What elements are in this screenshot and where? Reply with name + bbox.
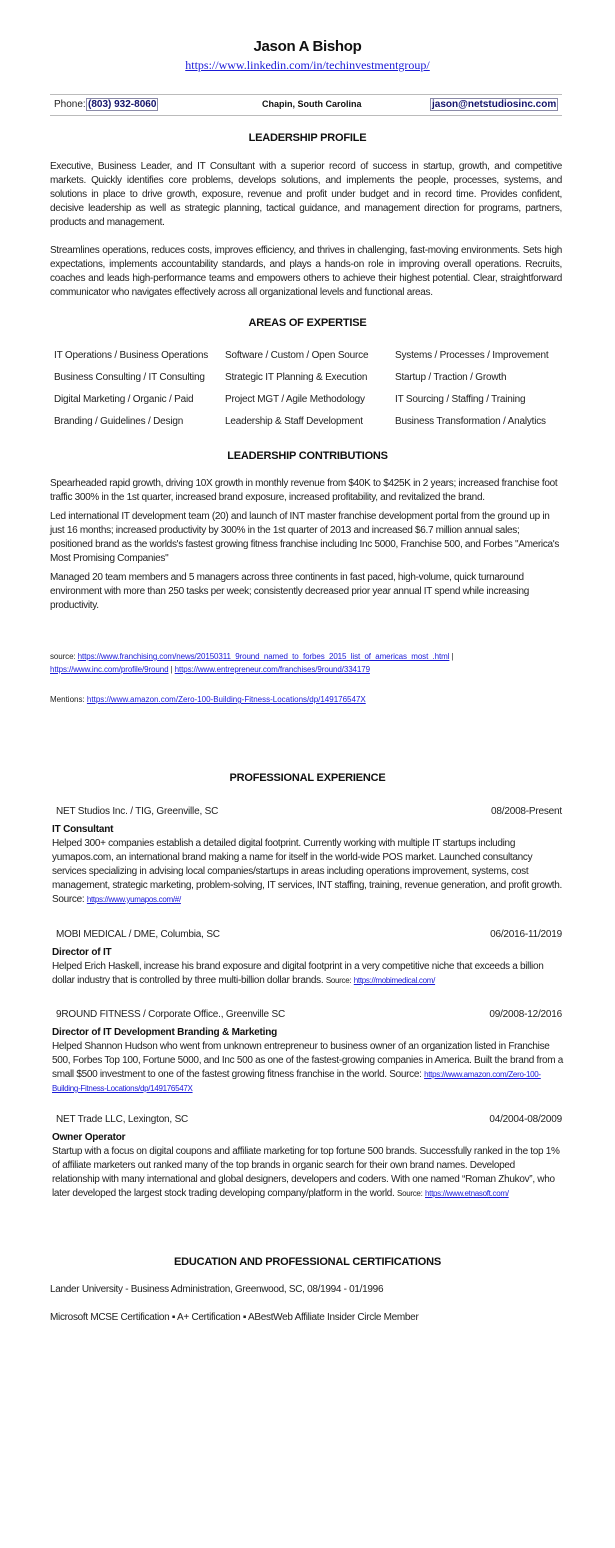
expertise-item: IT Sourcing / Staffing / Training (395, 394, 526, 405)
section-title-contributions: LEADERSHIP CONTRIBUTIONS (227, 450, 388, 462)
job-source-link[interactable]: https://www.etnasoft.com/ (425, 1189, 509, 1198)
mentions (50, 693, 562, 706)
expertise-item: Business Transformation / Analytics (395, 416, 546, 427)
section-title-expertise: AREAS OF EXPERTISE (248, 317, 367, 329)
job-entry (52, 806, 564, 907)
section-title-experience: PROFESSIONAL EXPERIENCE (229, 772, 386, 784)
profile-paragraph: Streamlines operations, reduces costs, improves efficiency, and thrives in challenging, fast-moving environments. Sets high expectations, implements accountability standards, and plays a hands-on role in improving overall operations. Recruits, coaches and leads high-performance teams and empowers others to achieve their highest potential. Clear, straightforward communicator who navigates effectively across all organizational levels and functional areas. (50, 245, 562, 298)
location: Chapin, South Carolina (262, 99, 362, 109)
expertise-item: Project MGT / Agile Methodology (225, 394, 365, 405)
source-label: Source: (389, 1069, 422, 1080)
phone-number[interactable]: (803) 932-8060 (88, 99, 157, 110)
job-dates: 09/2008-12/2016 (489, 1009, 562, 1020)
job-dates: 04/2004-08/2009 (489, 1114, 562, 1125)
expertise-item: Business Consulting / IT Consulting (54, 372, 205, 383)
section-title-education: EDUCATION AND PROFESSIONAL CERTIFICATIONS (173, 1256, 441, 1268)
source-label: Source: (52, 894, 85, 905)
contribution-item: Led international IT development team (20) and launch of INT master franchise development portal from the ground up in just 16 months; increased productivity by 300% in the 1st quarter of 2013 and increased $6.7 million annual sales; positioned brand as the worlds's fastest growing fitness franchise including Inc 5000, Franchise 500, and Forbes "America's Most Promising Companies" (50, 511, 560, 564)
job-entry (52, 1114, 564, 1201)
phone-label: Phone: (54, 99, 86, 110)
candidate-name: Jason A Bishop (253, 38, 362, 55)
source-link[interactable]: https://www.inc.com/profile/9round (50, 665, 169, 674)
contact-bar (50, 94, 562, 116)
job-role: IT Consultant (52, 824, 114, 835)
email-link[interactable]: jason@netstudiosinc.com (432, 99, 557, 110)
job-entry (52, 1009, 564, 1096)
source-label: source: (50, 652, 76, 661)
expertise-item: Startup / Traction / Growth (395, 372, 507, 383)
expertise-item: Software / Custom / Open Source (225, 350, 369, 361)
contribution-item: Managed 20 team members and 5 managers across three continents in fast paced, high-volume, quick turnaround environment with more than 250 tasks per week; consistently decreased prior year annual IT spend while increasing productivity. (50, 572, 529, 611)
source-label: Source: (397, 1189, 423, 1198)
section-title-profile: LEADERSHIP PROFILE (248, 132, 367, 144)
job-role: Director of IT Development Branding & Marketing (52, 1027, 278, 1038)
contribution-sources: source: https://www.franchising.com/news/20150311_9round_named_to_forbes_2015_list_of_americas_most_.html | https://www.inc.com/profile/9round | https://www.entrepreneur.com/franchises/9round/334179 (50, 652, 454, 674)
mentions-label: Mentions: (50, 695, 85, 704)
contribution-item: Spearheaded rapid growth, driving 10X growth in monthly revenue from $40K to $425K in 2 years; increased franchise foot traffic 300% in the 1st quarter, increased brand exposure, increased profitability, and revitalized the brand. (50, 478, 558, 503)
expertise-item: Strategic IT Planning & Execution (225, 372, 368, 383)
job-role: Director of IT (52, 947, 112, 958)
job-source-link[interactable]: https://www.amazon.com/Zero-100-Building-Fitness-Locations/dp/149176547X (52, 1070, 541, 1093)
job-description: Helped 300+ companies establish a detailed digital footprint. Currently working with multiple IT startups including yumapos.com, an international brand making a name for itself in the world-wide POS market. Launched consultancy services specializing in advising local companies/startups in areas including operations improvement, systems, cost management, strategic marketing, problem-solving, IT services, INT staffing, training, revenue generation, and profit growth. (52, 838, 562, 891)
job-company: 9ROUND FITNESS / Corporate Office., Greenville SC (56, 1009, 285, 1020)
job-dates: 06/2016-11/2019 (490, 929, 562, 940)
contributions-list (50, 477, 562, 613)
job-source-link[interactable]: https://mobimedical.com/ (353, 976, 436, 985)
job-dates: 08/2008-Present (491, 806, 562, 817)
expertise-grid (54, 349, 564, 429)
mentions-link[interactable]: https://www.amazon.com/Zero-100-Building-Fitness-Locations/dp/149176547X (86, 695, 366, 704)
job-company: NET Trade LLC, Lexington, SC (56, 1114, 189, 1125)
certifications: Microsoft MCSE Certification ▪ A+ Certification ▪ ABestWeb Affiliate Insider Circle Member (50, 1312, 419, 1323)
header (0, 38, 615, 74)
source-label: Source: (325, 976, 352, 985)
expertise-item: IT Operations / Business Operations (54, 350, 209, 361)
job-description: Helped Erich Haskell, increase his brand exposure and digital footprint in a very competitive niche that exceeds a billion dollar industry that is controlled by three multi-billion dollar brands. (52, 961, 544, 986)
job-description: Startup with a focus on digital coupons and affiliate marketing for top fortune 500 brands. Successfully ranked in the top 1% of affiliate marketers out ranked many of the top brands in organic search for their own brand names. Developed relationship with many international and global designers, developers and coders. With one named “Roman Zhukov”, who later developed the largest stock trading developing company/platform in the world. (52, 1146, 560, 1199)
job-entry (52, 929, 564, 988)
expertise-item: Digital Marketing / Organic / Paid (54, 394, 194, 405)
job-description: Helped Shannon Hudson who went from unknown entrepreneur to business owner of an organization listed in Franchise 500, Forbes Top 100, Fortune 5000, and Inc 500 as one of the fastest-growing companies in America. Built the brand from a small $500 investment to one of the fastest growing fitness franchise in the world. (52, 1041, 564, 1080)
source-link[interactable]: https://www.entrepreneur.com/franchises/9round/334179 (174, 665, 370, 674)
expertise-item: Branding / Guidelines / Design (54, 416, 184, 427)
job-company: MOBI MEDICAL / DME, Columbia, SC (56, 929, 220, 940)
profile-paragraph: Executive, Business Leader, and IT Consultant with a superior record of success in startup, growth, and competitive markets. Quickly identifies core problems, develops solutions, and implements the people, processes, systems, and solutions in place to drive growth, exposure, revenue and profit under budget and in record time. Provides confident, decisive leadership as well as strategic planning, tactical guidance, and management direction for programs, partners, products and management. (50, 161, 562, 228)
expertise-item: Systems / Processes / Improvement (395, 350, 549, 361)
linkedin-link[interactable]: https://www.linkedin.com/in/techinvestmentgroup/ (185, 58, 430, 72)
job-role: Owner Operator (52, 1132, 126, 1143)
job-source-link[interactable]: https://www.yumapos.com/#/ (86, 895, 181, 904)
education-degree: Lander University - Business Administration, Greenwood, SC, 08/1994 - 01/1996 (50, 1284, 384, 1295)
job-company: NET Studios Inc. / TIG, Greenville, SC (56, 806, 219, 817)
expertise-item: Leadership & Staff Development (225, 416, 363, 427)
source-link[interactable]: https://www.franchising.com/news/20150311_9round_named_to_forbes_2015_list_of_americas_most_.html (77, 652, 450, 661)
